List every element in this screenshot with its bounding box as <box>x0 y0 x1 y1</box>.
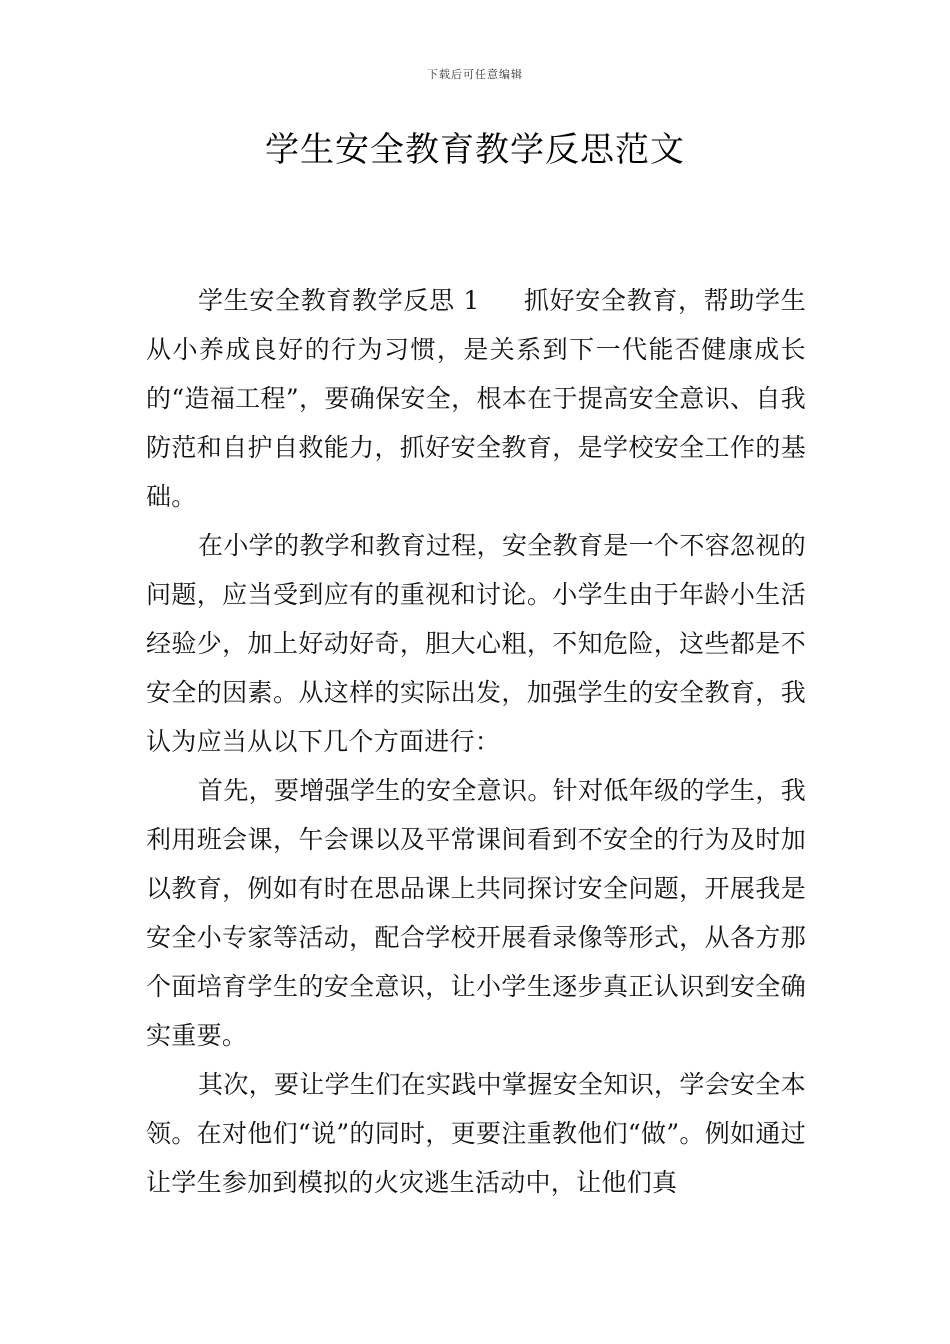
header-note: 下载后可任意编辑 <box>427 68 523 81</box>
paragraph-1 <box>146 276 806 521</box>
section-heading: 学生安全教育教学反思 1 <box>198 286 480 315</box>
paragraph-2: 在小学的教学和教育过程，安全教育是一个不容忽视的问题，应当受到应有的重视和讨论。小学生由于年龄小生活经验少，加上好动好奇，胆大心粗，不知危险，这些都是不安全的因素。从这样的实际出发，加强学生的安全教育，我认为应当从以下几个方面进行： <box>146 531 806 756</box>
paragraph-4: 其次，要让学生们在实践中掌握安全知识，学会安全本领。在对他们“说”的同时，更要注重教他们“做”。例如通过让学生参加到模拟的火灾逃生活动中，让他们真 <box>146 1070 806 1197</box>
document-body <box>146 276 806 1207</box>
paragraph-3: 首先，要增强学生的安全意识。针对低年级的学生，我利用班会课，午会课以及平常课间看到不安全的行为及时加以教育，例如有时在思品课上共同探讨安全问题，开展我是安全小专家等活动，配合学校开展看录像等形式，从各方那个面培育学生的安全意识，让小学生逐步真正认识到安全确实重要。 <box>146 776 806 1050</box>
paragraph-text: 抓好安全教育，帮助学生从小养成良好的行为习惯，是关系到下一代能否健康成长的“造福工程”，要确保安全，根本在于提高安全意识、自我防范和自护自救能力，抓好安全教育，是学校安全工作的基础。 <box>146 286 806 511</box>
document-title: 学生安全教育教学反思范文 <box>265 130 685 170</box>
